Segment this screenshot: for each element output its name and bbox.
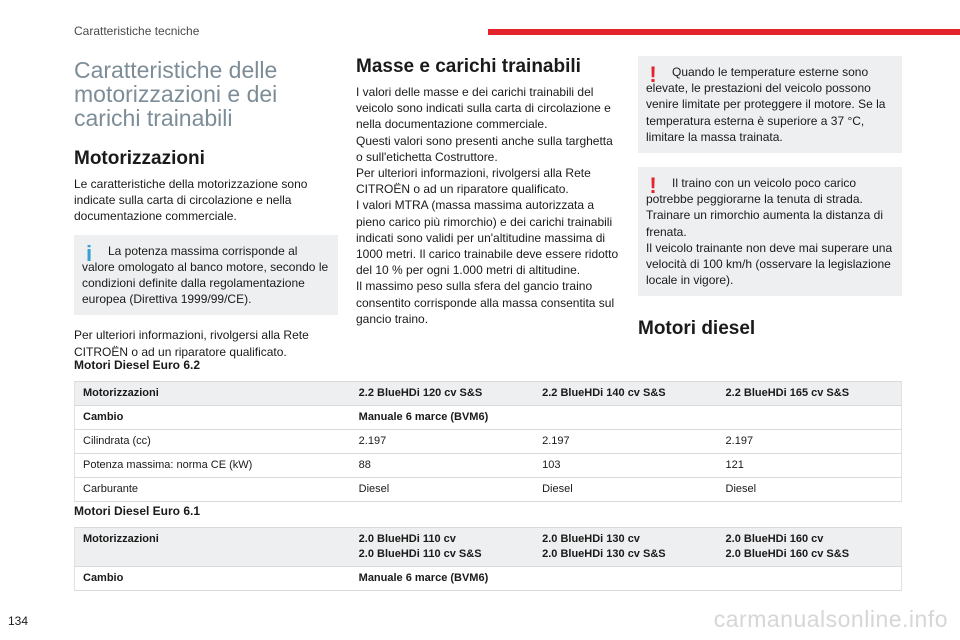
table-cell: Cambio [75, 406, 351, 430]
table-cell: Cilindrata (cc) [75, 430, 351, 454]
page-number: 134 [8, 614, 29, 628]
outro-paragraph: Per ulteriori informazioni, rivolgersi alla Rete CITROËN o ad un riparatore qualificato. [74, 328, 309, 359]
watermark: carmanualsonline.info [713, 606, 948, 632]
warning-icon: ! [649, 173, 657, 199]
table-row [75, 382, 902, 406]
table-row [75, 528, 902, 567]
warning-note-2-text: Il traino con un veicolo poco carico potrebbe peggiorarne la tenuta di strada. Trainare un rimorchio aumenta la distanza di frenata. Il veicolo trainante non deve mai superare una velocità di 100 km/h (osservare la legislazione locale in vigore). [646, 176, 893, 288]
table2-caption: Motori Diesel Euro 6.1 [74, 504, 201, 518]
table-header-cell: 2.2 BlueHDi 120 cv S&S [351, 382, 534, 406]
masse-body: I valori delle masse e dei carichi trainabili del veicolo sono indicati sulla carta di circolazione e nella documentazione commerciale. Questi valori sono presenti anche sulla targhetta o sull'etichetta Costruttore. Per ulteriori informazioni, rivolgersi alla Rete CITROËN o ad un riparatore qualificato. I valori MTRA (massa massima autorizzata a pieno carico più rimorchio) e dei carichi trainabili indicati sono validi per un'altitudine massima di 1000 metri. Il carico trainabile deve essere ridotto del 10 % per ogni 1.000 metri di altitudine. Il massimo peso sulla sfera del gancio traino consentito corrisponde alla massa consentita sul gancio traino. [356, 85, 619, 326]
warning-note-1-text: Quando le temperature esterne sono elevate, le prestazioni del veicolo possono venire limitate per proteggere il motore. Se la temperatura esterna è superiore a 37 °C, limitare la massa trainata. [646, 65, 886, 144]
table-header-cell: Motorizzazioni [75, 528, 351, 567]
heading-motorizzazioni: Motorizzazioni [74, 148, 205, 169]
table-header-cell: 2.0 BlueHDi 160 cv 2.0 BlueHDi 160 cv S&S [718, 528, 902, 567]
header-accent-bar [488, 29, 960, 35]
table-cell: Manuale 6 marce (BVM6) [351, 567, 902, 591]
table1-caption: Motori Diesel Euro 6.2 [74, 358, 201, 372]
info-note-text: La potenza massima corrisponde al valore omologato al banco motore, secondo le condizioni definite dalla regolamentazione europea (Direttiva 1999/99/CE). [82, 243, 329, 307]
table-cell: 121 [718, 454, 902, 478]
table-euro62 [74, 381, 902, 502]
table-row [75, 430, 902, 454]
table-header-cell: 2.2 BlueHDi 165 cv S&S [718, 382, 902, 406]
intro-paragraph: Le caratteristiche della motorizzazione sono indicate sulla carta di circolazione e nella documentazione commerciale. [74, 177, 308, 224]
table-header-cell: 2.0 BlueHDi 110 cv 2.0 BlueHDi 110 cv S&S [351, 528, 534, 567]
table-cell: Potenza massima: norma CE (kW) [75, 454, 351, 478]
table-row [75, 567, 902, 591]
table-cell: 2.197 [351, 430, 534, 454]
warning-note-2 [638, 167, 902, 296]
table-cell: 2.197 [534, 430, 717, 454]
table-cell: Cambio [75, 567, 351, 591]
table-header-cell: Motorizzazioni [75, 382, 351, 406]
table-cell: Carburante [75, 478, 351, 502]
section-title: Caratteristiche delle motorizzazioni e dei carichi trainabili [74, 57, 278, 131]
table-cell: Diesel [351, 478, 534, 502]
info-icon: i [85, 240, 93, 266]
table-cell: 88 [351, 454, 534, 478]
right-column [638, 56, 902, 346]
table-cell: 2.197 [718, 430, 902, 454]
running-header: Caratteristiche tecniche [74, 24, 200, 38]
table-cell: Diesel [534, 478, 717, 502]
table-euro61 [74, 527, 902, 591]
heading-motori-diesel: Motori diesel [638, 318, 756, 340]
table-row [75, 478, 902, 502]
table-row [75, 454, 902, 478]
left-column [74, 56, 338, 360]
table-header-cell: 2.0 BlueHDi 130 cv 2.0 BlueHDi 130 cv S&S [534, 528, 717, 567]
warning-icon: ! [649, 62, 657, 87]
table-cell: Diesel [718, 478, 902, 502]
middle-column [356, 56, 620, 327]
heading-masse: Masse e carichi trainabili [356, 56, 581, 77]
info-note [74, 235, 338, 316]
table-cell: Manuale 6 marce (BVM6) [351, 406, 902, 430]
warning-note-1 [638, 56, 902, 153]
table-header-cell: 2.2 BlueHDi 140 cv S&S [534, 382, 717, 406]
table-row [75, 406, 902, 430]
table-cell: 103 [534, 454, 717, 478]
